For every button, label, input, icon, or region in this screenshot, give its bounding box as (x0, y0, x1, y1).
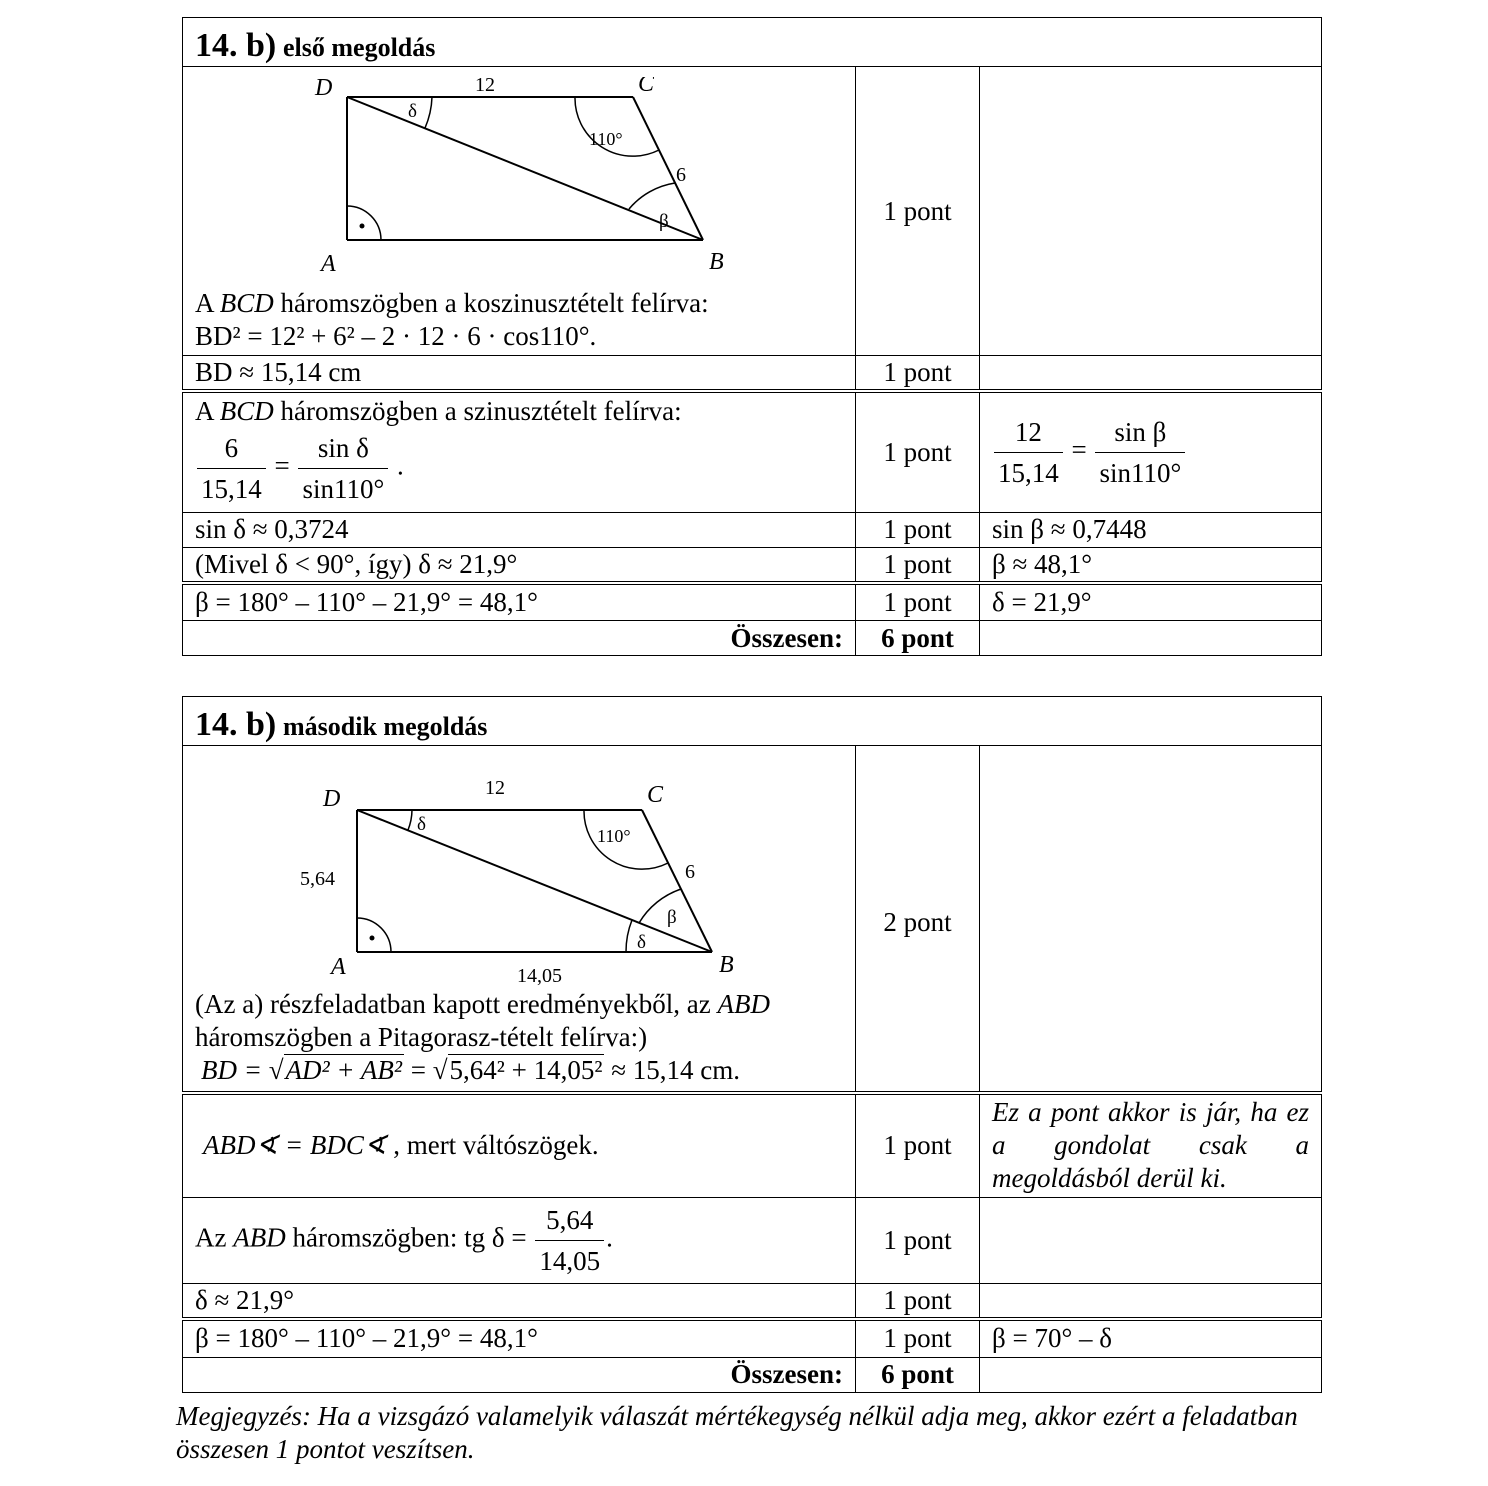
solution2-step5-points: 1 pont (856, 1319, 980, 1357)
fig1-angle-c: 110° (589, 129, 623, 149)
fig2-label-B: B (719, 951, 734, 978)
solution1-title: első megoldás (282, 33, 436, 62)
fig1-len-top: 12 (475, 77, 495, 96)
solution2-step1-text2: háromszögben a Pitagorasz-tételt felírva:) (195, 1021, 648, 1052)
fig1-label-C: C (638, 77, 655, 97)
solution1-step5-alt: β ≈ 48,1° (980, 547, 1322, 583)
solution2-step3-points: 1 pont (856, 1198, 980, 1284)
fig2-label-A: A (331, 953, 346, 980)
fig2-delta-bottom: δ (637, 931, 646, 953)
solution2-step1-points: 2 pont (856, 746, 980, 1093)
fig2-label-C: C (647, 781, 664, 808)
solution2-step4-points: 1 pont (856, 1284, 980, 1320)
solution1-step2-points: 1 pont (856, 356, 980, 392)
solution2-step1-text1: (Az a) részfeladatban kapott eredményekből, az ABD (195, 988, 770, 1019)
fig1-label-D: D (315, 77, 333, 101)
solution1-step4: sin δ ≈ 0,3724 (183, 512, 856, 547)
solution1-table (182, 17, 1322, 656)
solution2-step4: δ ≈ 21,9° (183, 1284, 856, 1320)
solution2-total-label: Összesen: (183, 1357, 856, 1392)
solution2-step3: Az ABD háromszögben: tg δ = $\frac{5,64}{14,05}$ . (183, 1198, 856, 1284)
fig2-angle-c: 110° (597, 825, 631, 846)
solution1-total-label: Összesen: (183, 621, 856, 656)
solution1-step1-text: A BCD háromszögben a koszinusztételt felírva: (195, 288, 709, 318)
solution1-step2: BD ≈ 15,14 cm (183, 356, 856, 392)
solution2-step2: ABD∢ = BDC∢ , mert váltószögek. (183, 1093, 856, 1198)
solution2-step2-alt: Ez a pont akkor is jár, ha ez a gondolat csak a megoldásból derül ki. (980, 1093, 1322, 1198)
solution2-step1 (183, 746, 856, 1093)
solution2-step1-formula: BD = √AD² + AB² = √5,64² + 14,05² ≈ 15,14 cm. (201, 1054, 740, 1085)
solution1-step4-points: 1 pont (856, 512, 980, 547)
fig1-beta: β (659, 211, 669, 232)
solution2-number: 14. b) (195, 706, 277, 743)
footnote: Megjegyzés: Ha a vizsgázó valamelyik válaszát mértékegység nélkül adja meg, akkor ezért a feladatban összesen 1 pontot veszítsen. (176, 1401, 1298, 1464)
fig2-len-bottom: 14,05 (517, 964, 562, 987)
fig1-delta: δ (408, 101, 417, 122)
fig2-len-top: 12 (485, 776, 505, 799)
solution1-step5: (Mivel δ < 90°, így) δ ≈ 21,9° (183, 547, 856, 583)
solution2-step2-points: 1 pont (856, 1093, 980, 1198)
fig1-label-A: A (321, 251, 336, 277)
solution1-step3-formula: $\frac{6}{15,14}$ = $\frac{\text{sin δ}}{\sin 110^\circ}$ . (195, 428, 843, 509)
fig2-len-left: 5,64 (300, 867, 335, 890)
solution1-number: 14. b) (195, 27, 277, 64)
solution1-total-points: 6 pont (856, 621, 980, 656)
solution1-step6-points: 1 pont (856, 583, 980, 621)
fig1-label-B: B (709, 249, 724, 275)
solution2-figure (195, 768, 835, 988)
fig2-label-D: D (323, 785, 341, 812)
solution1-step3: A BCD háromszögben a szinusztételt felírva: $\frac{6}{15,14}$ = $\frac{\text{sin δ}}{\sin 110^\circ}$ . (183, 391, 856, 512)
solution1-step6-alt: δ = 21,9° (980, 583, 1322, 621)
fig2-len-side: 6 (685, 860, 695, 883)
solution2-table (182, 696, 1322, 1393)
solution1-figure (195, 77, 835, 287)
solution1-step1-formula: BD² = 12² + 6² – 2 · 12 · 6 · cos110°. (195, 321, 597, 351)
solution1-header (183, 18, 1322, 67)
solution2-step5: β = 180° – 110° – 21,9° = 48,1° (183, 1319, 856, 1357)
solution2-step5-alt: β = 70° – δ (980, 1319, 1322, 1357)
solution1-step1 (183, 67, 856, 356)
solution2-total-points: 6 pont (856, 1357, 980, 1392)
solution1-step6: β = 180° – 110° – 21,9° = 48,1° (183, 583, 856, 621)
solution1-step3-points: 1 pont (856, 391, 980, 512)
fig1-len-side: 6 (676, 164, 686, 186)
fig2-delta-top: δ (417, 813, 426, 835)
solution1-step4-alt: sin β ≈ 0,7448 (980, 512, 1322, 547)
solution1-step5-points: 1 pont (856, 547, 980, 583)
solution1-step1-points: 1 pont (856, 67, 980, 356)
solution1-step3-alt: $\frac{12}{15,14}$ = $\frac{\text{sin β}}{\sin 110^\circ}$ (980, 391, 1322, 512)
solution2-title: második megoldás (282, 712, 488, 741)
fig2-beta: β (667, 906, 677, 928)
solution2-header (183, 697, 1322, 746)
